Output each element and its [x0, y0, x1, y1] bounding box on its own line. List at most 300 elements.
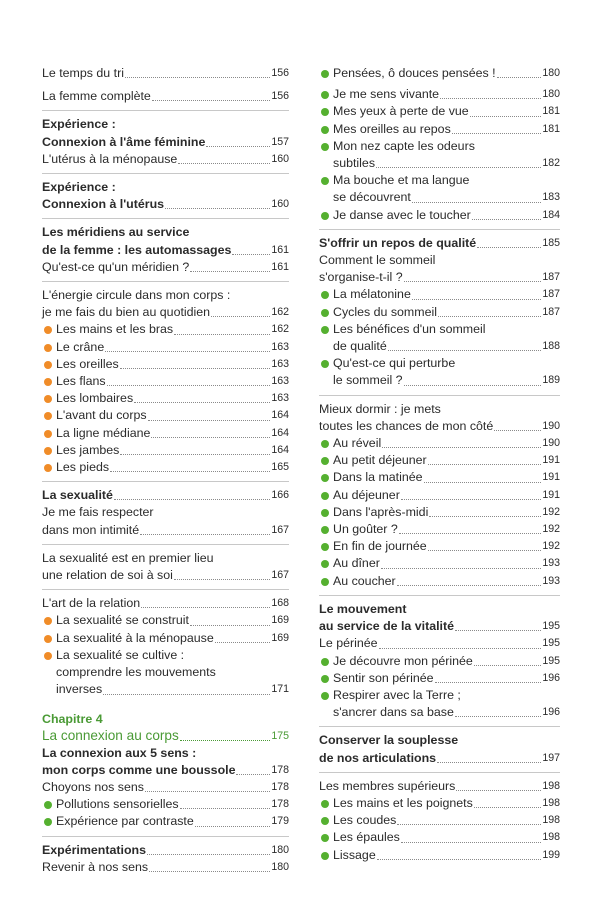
entry-label: de qualité	[333, 339, 387, 354]
page-number: 164	[271, 426, 289, 439]
entry-label: de nos articulations	[319, 750, 437, 765]
page-number: 181	[542, 105, 560, 118]
toc-bullet-item[interactable]	[319, 521, 560, 538]
page-number: 171	[271, 683, 289, 696]
toc-bullet-item[interactable]	[319, 670, 560, 687]
toc-bullet-item[interactable]	[42, 407, 289, 424]
dot-leader	[438, 316, 541, 317]
page-number: 185	[542, 236, 560, 249]
dot-leader	[232, 254, 270, 255]
entry-label: En fin de journée	[333, 539, 427, 554]
page-number: 160	[271, 152, 289, 165]
toc-heading-line: Qu'est-ce qui perturbe	[333, 356, 456, 371]
page-number: 180	[542, 67, 560, 79]
toc-bullet-item[interactable]	[319, 795, 560, 812]
section-divider	[319, 395, 560, 396]
orange-bullet-icon	[44, 395, 52, 403]
section-divider	[319, 595, 560, 596]
page-number: 178	[271, 798, 289, 811]
toc-entry-boussole[interactable]	[42, 762, 289, 779]
toc-bullet-item[interactable]	[42, 321, 289, 338]
toc-bullet-item[interactable]	[42, 356, 289, 373]
green-bullet-icon	[321, 457, 329, 465]
section-divider	[42, 544, 289, 545]
dot-leader	[206, 146, 270, 147]
dot-leader	[134, 402, 270, 403]
entry-label: une relation de soi à soi	[42, 568, 173, 583]
dot-leader	[474, 807, 541, 808]
toc-bullet-item[interactable]	[319, 847, 560, 864]
entry-label: Lissage	[333, 847, 376, 862]
toc-entry-vitalite[interactable]	[319, 618, 560, 635]
dot-leader	[376, 167, 541, 168]
toc-bullet-item[interactable]	[319, 469, 560, 486]
page-number: 169	[271, 614, 289, 627]
toc-heading-line: Expérience :	[42, 117, 116, 132]
entry-label: Cycles du sommeil	[333, 304, 437, 319]
entry-label: se découvrent	[333, 190, 411, 205]
orange-bullet-icon	[44, 652, 52, 660]
toc-entry-automassages[interactable]	[42, 242, 289, 259]
dot-leader	[110, 471, 270, 472]
entry-label: Au réveil	[333, 436, 382, 451]
entry-label: Connexion à l'âme féminine	[42, 134, 206, 149]
page-number: 192	[542, 523, 560, 536]
entry-label: Choyons nos sens	[42, 779, 144, 794]
toc-bullet-item[interactable]	[42, 339, 289, 356]
page-number: 190	[542, 437, 560, 450]
page-number: 180	[542, 88, 560, 101]
section-divider	[319, 726, 560, 727]
dot-leader	[190, 271, 270, 272]
toc-entry-femme-complete[interactable]	[42, 88, 289, 105]
entry-label: Au dîner	[333, 556, 380, 571]
green-bullet-icon	[321, 309, 329, 317]
page-number: 178	[271, 780, 289, 793]
entry-label: Revenir à nos sens	[42, 859, 149, 874]
page-number: 162	[271, 323, 289, 336]
dot-leader	[494, 430, 541, 431]
entry-label: Les mains et les bras	[56, 322, 174, 337]
dot-leader	[145, 791, 270, 792]
chapter-title: La connexion au corps	[42, 727, 179, 743]
page-number: 180	[271, 860, 289, 873]
green-bullet-icon	[321, 474, 329, 482]
entry-label: Pollutions sensorielles	[56, 797, 179, 812]
page-number: 184	[542, 208, 560, 221]
page-number: 157	[271, 135, 289, 148]
page-number: 198	[542, 796, 560, 809]
green-bullet-icon	[321, 326, 329, 334]
dot-leader	[165, 208, 270, 209]
section-divider	[42, 589, 289, 590]
orange-bullet-icon	[44, 412, 52, 420]
entry-label: s'organise-t-il ?	[319, 270, 403, 285]
page-number: 192	[542, 505, 560, 518]
page-number: 188	[542, 340, 560, 353]
entry-label: La femme complète	[42, 89, 151, 104]
dot-leader	[377, 859, 542, 860]
toc-bullet-item[interactable]	[319, 829, 560, 846]
page-number: 180	[271, 843, 289, 856]
green-bullet-icon	[321, 212, 329, 220]
dot-leader	[412, 299, 541, 300]
dot-leader	[399, 533, 542, 534]
entry-label: Le périnée	[319, 636, 378, 651]
orange-bullet-icon	[44, 464, 52, 472]
toc-heading-line: Respirer avec la Terre ;	[333, 687, 461, 702]
dot-leader	[404, 281, 542, 282]
green-bullet-icon	[44, 818, 52, 826]
dot-leader	[120, 368, 271, 369]
toc-heading-line: Je me fais respecter	[42, 505, 154, 520]
dot-leader	[404, 385, 542, 386]
toc-bullet-item[interactable]	[319, 286, 560, 303]
orange-bullet-icon	[44, 361, 52, 369]
dot-leader	[147, 854, 270, 855]
section-divider	[42, 836, 289, 837]
toc-bullet-item[interactable]	[319, 487, 560, 504]
entry-label: Expérience par contraste	[56, 814, 194, 829]
page-number: 197	[542, 751, 560, 764]
dot-leader	[141, 607, 270, 608]
entry-label: Les jambes	[56, 442, 120, 457]
dot-leader	[401, 842, 541, 843]
page-number: 156	[271, 90, 289, 103]
dot-leader	[388, 350, 542, 351]
toc-bullet-item[interactable]	[319, 538, 560, 555]
page-number: 181	[542, 122, 560, 135]
dot-leader	[149, 871, 270, 872]
green-bullet-icon	[321, 70, 329, 78]
toc-bullet-item[interactable]	[319, 86, 560, 103]
toc-bullet-item[interactable]	[42, 425, 289, 442]
page-number: 195	[542, 637, 560, 650]
page-number: 192	[542, 540, 560, 553]
dot-leader	[429, 516, 541, 517]
page-number: 167	[271, 569, 289, 582]
toc-heading-line: Les méridiens au service	[42, 225, 190, 240]
dot-leader	[103, 694, 270, 695]
toc-entry-sommeil[interactable]	[319, 269, 560, 286]
page-number: 168	[271, 597, 289, 610]
toc-bullet-item[interactable]	[319, 321, 560, 355]
page-number: 175	[271, 729, 289, 742]
page-number: 195	[542, 620, 560, 633]
dot-leader	[497, 77, 542, 78]
toc-entry-intimite[interactable]	[42, 522, 289, 539]
toc-bullet-item[interactable]	[42, 647, 289, 699]
page-number: 169	[271, 631, 289, 644]
dot-leader	[428, 464, 542, 465]
dot-leader	[428, 550, 542, 551]
toc-heading-line: La connexion aux 5 sens :	[42, 745, 197, 760]
dot-leader	[180, 740, 271, 741]
green-bullet-icon	[321, 108, 329, 116]
dot-leader	[174, 334, 270, 335]
dot-leader	[107, 385, 271, 386]
dot-leader	[120, 454, 270, 455]
toc-bullet-item[interactable]	[319, 65, 560, 82]
dot-leader	[456, 790, 541, 791]
green-bullet-icon	[321, 177, 329, 185]
entry-label: inverses	[56, 682, 103, 697]
toc-bullet-item[interactable]	[319, 653, 560, 670]
toc-entry-meridien-question[interactable]	[42, 259, 289, 276]
toc-entry-chapter-4[interactable]	[42, 727, 289, 745]
entry-label: S'offrir un repos de qualité	[319, 235, 477, 250]
dot-leader	[401, 499, 541, 500]
toc-heading-line: Mon nez capte les odeurs	[333, 138, 475, 153]
dot-leader	[174, 579, 270, 580]
section-divider	[319, 229, 560, 230]
toc-heading-line: Comment le sommeil	[319, 253, 436, 268]
toc-bullet-item[interactable]	[319, 121, 560, 138]
page-number: 161	[271, 260, 289, 273]
entry-label: L'avant du corps	[56, 408, 147, 423]
toc-entry-perinee[interactable]	[319, 635, 560, 652]
green-bullet-icon	[321, 509, 329, 517]
toc-bullet-item[interactable]	[42, 442, 289, 459]
entry-label: Qu'est-ce qu'un méridien ?	[42, 259, 190, 274]
toc-entry-choyons[interactable]	[42, 779, 289, 796]
green-bullet-icon	[44, 801, 52, 809]
green-bullet-icon	[321, 126, 329, 134]
orange-bullet-icon	[44, 617, 52, 625]
dot-leader	[114, 499, 270, 500]
toc-entry-articulations[interactable]	[319, 750, 560, 767]
dot-leader	[211, 316, 270, 317]
entry-label: Dans la matinée	[333, 470, 423, 485]
entry-label: Je me sens vivante	[333, 87, 440, 102]
entry-label: La sexualité	[42, 488, 113, 503]
toc-heading-line: La sexualité se cultive :	[56, 647, 185, 662]
toc-bullet-item[interactable]	[319, 452, 560, 469]
entry-label: mon corps comme une boussole	[42, 762, 236, 777]
dot-leader	[470, 116, 542, 117]
toc-bullet-item[interactable]	[42, 612, 289, 629]
page-number: 198	[542, 779, 560, 792]
dot-leader	[397, 585, 542, 586]
orange-bullet-icon	[44, 430, 52, 438]
entry-label: Les membres supérieurs	[319, 778, 456, 793]
toc-bullet-item[interactable]	[42, 459, 289, 476]
page-number: 198	[542, 831, 560, 844]
toc-bullet-item[interactable]	[319, 304, 560, 321]
toc-heading-line: comprendre les mouvements	[56, 665, 216, 680]
page-number: 193	[542, 557, 560, 570]
entry-label: Connexion à l'utérus	[42, 197, 165, 212]
toc-bullet-item[interactable]	[42, 813, 289, 830]
dot-leader	[140, 534, 270, 535]
green-bullet-icon	[321, 692, 329, 700]
toc-bullet-item[interactable]	[319, 172, 560, 206]
toc-heading-line: La sexualité est en premier lieu	[42, 550, 214, 565]
section-divider	[42, 110, 289, 111]
page-number: 196	[542, 706, 560, 719]
dot-leader	[195, 826, 271, 827]
entry-label: je me fais du bien au quotidien	[42, 305, 211, 320]
green-bullet-icon	[321, 800, 329, 808]
page-number: 161	[271, 243, 289, 256]
page-number: 182	[542, 157, 560, 170]
dot-leader	[452, 133, 542, 134]
toc-bullet-item[interactable]	[319, 812, 560, 829]
page-number: 164	[271, 409, 289, 422]
toc-bullet-item[interactable]	[319, 355, 560, 389]
green-bullet-icon	[321, 526, 329, 534]
entry-label: L'utérus à la ménopause	[42, 151, 178, 166]
entry-label: La ligne médiane	[56, 425, 151, 440]
toc-heading-line: Mieux dormir : je mets	[319, 401, 441, 416]
entry-label: dans mon intimité	[42, 522, 140, 537]
entry-label: Je danse avec le toucher	[333, 207, 471, 222]
toc-heading-line: Les bénéfices d'un sommeil	[333, 321, 486, 336]
toc-entry-connexion-uterus[interactable]	[42, 196, 289, 213]
page-number: 190	[542, 419, 560, 432]
page-number: 163	[271, 392, 289, 405]
entry-label: subtiles	[333, 156, 376, 171]
green-bullet-icon	[321, 291, 329, 299]
toc-entry-repos[interactable]	[319, 235, 560, 252]
dot-leader	[455, 630, 541, 631]
page-number: 195	[542, 654, 560, 667]
green-bullet-icon	[321, 560, 329, 568]
page-number: 166	[271, 489, 289, 502]
toc-entry-membres[interactable]	[319, 778, 560, 795]
toc-heading-line: Conserver la souplesse	[319, 733, 459, 748]
page-number: 160	[271, 198, 289, 211]
entry-label: Au coucher	[333, 573, 396, 588]
green-bullet-icon	[321, 143, 329, 151]
section-divider	[319, 772, 560, 773]
dot-leader	[379, 648, 542, 649]
entry-label: Les flans	[56, 374, 106, 389]
entry-label: au service de la vitalité	[319, 619, 454, 634]
toc-entry-sexualite[interactable]	[42, 487, 289, 504]
entry-label: Expérimentations	[42, 842, 146, 857]
toc-entry-connexion-ame[interactable]	[42, 134, 289, 151]
orange-bullet-icon	[44, 378, 52, 386]
dot-leader	[190, 625, 270, 626]
green-bullet-icon	[321, 834, 329, 842]
orange-bullet-icon	[44, 344, 52, 352]
page-number: 198	[542, 814, 560, 827]
chapter-label: Chapitre 4	[42, 711, 103, 726]
dot-leader	[474, 665, 541, 666]
green-bullet-icon	[321, 852, 329, 860]
entry-label: L'art de la relation	[42, 596, 141, 611]
toc-bullet-item[interactable]	[42, 796, 289, 813]
dot-leader	[397, 824, 541, 825]
toc-bullet-item[interactable]	[42, 373, 289, 390]
page-number: 196	[542, 671, 560, 684]
dot-leader	[440, 98, 541, 99]
toc-entry-mieux-dormir[interactable]	[319, 418, 560, 435]
toc-right-column	[319, 65, 560, 864]
page-number: 199	[542, 848, 560, 861]
toc-entry-relation-soi[interactable]	[42, 567, 289, 584]
dot-leader	[412, 202, 541, 203]
entry-label: La sexualité à la ménopause	[56, 630, 214, 645]
dot-leader	[381, 568, 541, 569]
entry-label: La sexualité se construit	[56, 613, 189, 628]
page-number: 164	[271, 443, 289, 456]
green-bullet-icon	[321, 492, 329, 500]
toc-entry-energie[interactable]	[42, 304, 289, 321]
toc-bullet-item[interactable]	[319, 435, 560, 452]
entry-label: Les oreilles	[56, 356, 119, 371]
section-divider	[42, 281, 289, 282]
dot-leader	[152, 100, 271, 101]
page-number: 191	[542, 488, 560, 501]
toc-bullet-item[interactable]	[319, 573, 560, 590]
page-number: 163	[271, 375, 289, 388]
entry-label: Le temps du tri	[42, 66, 124, 80]
entry-label: Le crâne	[56, 339, 105, 354]
dot-leader	[382, 447, 541, 448]
entry-label: Sentir son périnée	[333, 670, 434, 685]
green-bullet-icon	[321, 543, 329, 551]
toc-heading-line: L'énergie circule dans mon corps :	[42, 288, 231, 303]
green-bullet-icon	[321, 360, 329, 368]
dot-leader	[105, 351, 270, 352]
toc-left-column	[42, 65, 289, 876]
toc-bullet-item[interactable]	[319, 555, 560, 572]
green-bullet-icon	[321, 817, 329, 825]
toc-bullet-item[interactable]	[319, 207, 560, 224]
toc-bullet-item[interactable]	[319, 103, 560, 120]
toc-bullet-item[interactable]	[42, 390, 289, 407]
entry-label: Les lombaires	[56, 391, 134, 406]
entry-label: s'ancrer dans sa base	[333, 705, 454, 720]
toc-bullet-item[interactable]	[319, 138, 560, 172]
dot-leader	[125, 77, 270, 78]
page-number: 163	[271, 357, 289, 370]
toc-entry-uterus-menopause[interactable]	[42, 151, 289, 168]
toc-entry-experimentations[interactable]	[42, 842, 289, 859]
orange-bullet-icon	[44, 635, 52, 643]
page-number: 187	[542, 305, 560, 318]
toc-bullet-item[interactable]	[319, 687, 560, 721]
page-number: 187	[542, 288, 560, 301]
entry-label: Mes yeux à perte de vue	[333, 104, 469, 119]
entry-label: toutes les chances de mon côté	[319, 418, 494, 433]
entry-label: de la femme : les automassages	[42, 242, 232, 257]
dot-leader	[455, 716, 541, 717]
toc-bullet-item[interactable]	[42, 630, 289, 647]
entry-label: Un goûter ?	[333, 522, 398, 537]
toc-entry-art-relation[interactable]	[42, 595, 289, 612]
dot-leader	[236, 774, 270, 775]
entry-label: Les épaules	[333, 830, 400, 845]
orange-bullet-icon	[44, 326, 52, 334]
page-number: 189	[542, 374, 560, 387]
page-number: 191	[542, 471, 560, 484]
page-number: 162	[271, 306, 289, 319]
green-bullet-icon	[321, 675, 329, 683]
toc-entry-revenir[interactable]	[42, 859, 289, 876]
green-bullet-icon	[321, 658, 329, 666]
page-number: 191	[542, 454, 560, 467]
entry-label: Pensées, ô douces pensées !	[333, 66, 496, 80]
dot-leader	[437, 762, 541, 763]
toc-entry-tri[interactable]	[42, 65, 289, 82]
toc-bullet-item[interactable]	[319, 504, 560, 521]
green-bullet-icon	[321, 440, 329, 448]
dot-leader	[148, 420, 271, 421]
entry-label: La mélatonine	[333, 287, 411, 302]
